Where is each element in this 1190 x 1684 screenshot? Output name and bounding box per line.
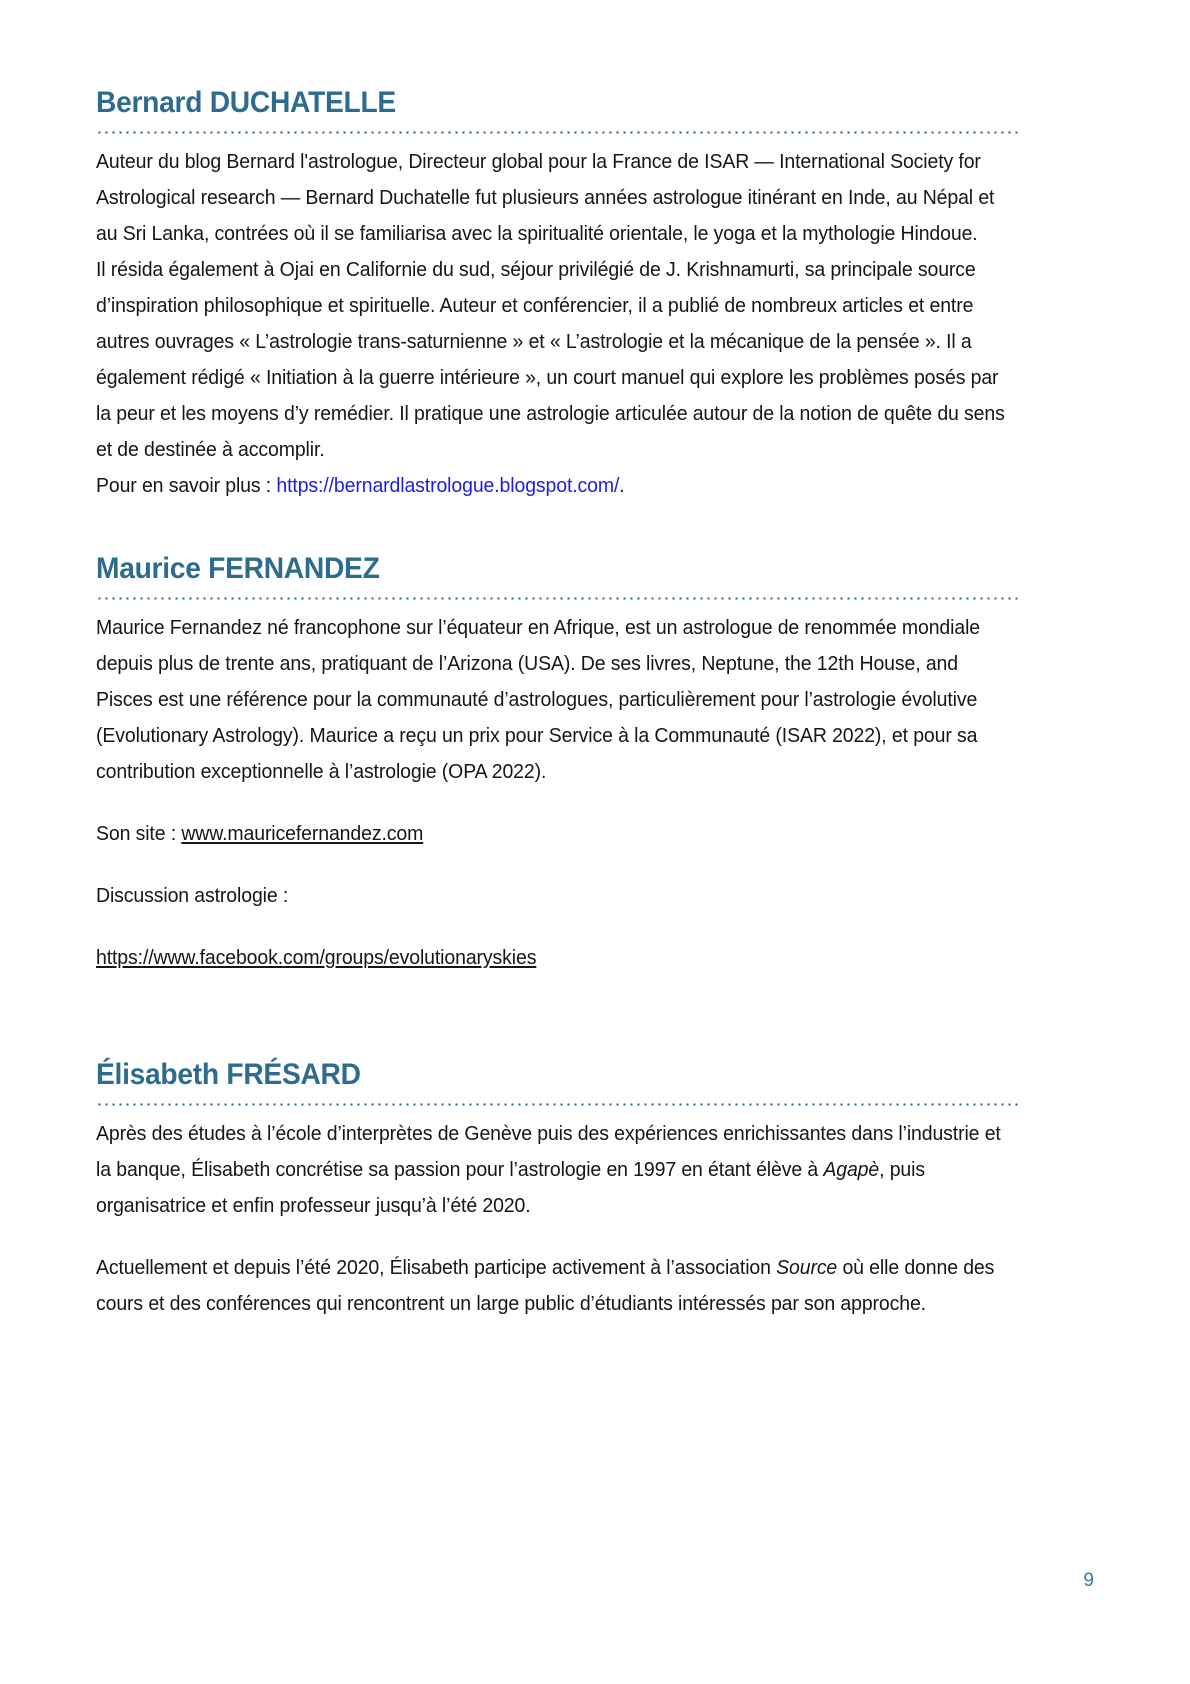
emphasis-agape: Agapè <box>823 1159 880 1181</box>
section-maurice-fernandez <box>96 550 1018 976</box>
section-title-elisabeth-fresard: Élisabeth FRÉSARD <box>96 1058 361 1091</box>
paragraph-maurice-facebook <box>96 940 1018 976</box>
section-elisabeth-fresard <box>96 1056 1018 1322</box>
link-bernard-blog[interactable]: https://bernardlastrologue.blogspot.com/ <box>276 475 620 497</box>
discussion-label: Discussion astrologie : <box>96 885 289 907</box>
site-label: Son site : <box>96 823 182 845</box>
section-divider <box>96 131 1018 134</box>
paragraph-text-part-1: Actuellement et depuis l’été 2020, Élisabeth participe activement à l’association <box>96 1257 777 1279</box>
paragraph-maurice-discussion-label <box>96 878 1018 914</box>
spacer <box>96 982 1018 1056</box>
more-info-period: . <box>619 475 625 497</box>
more-info-label: Pour en savoir plus : <box>96 475 277 497</box>
paragraph-bernard-bio-1 <box>96 144 1018 252</box>
section-bernard-duchatelle <box>96 84 1018 504</box>
paragraph-text-part-2: , puis organisatrice et enfin professeur jusqu’à l’été 2020. <box>96 1159 925 1217</box>
paragraph-text-part-2: où elle donne des cours et des conférences qui rencontrent un large public d’étudiants intéressés par son approche. <box>96 1257 995 1315</box>
paragraph-bernard-bio-2 <box>96 252 1018 468</box>
section-title-bernard-duchatelle: Bernard DUCHATELLE <box>96 86 396 119</box>
paragraph-text: Il résida également à Ojai en Californie du sud, séjour privilégié de J. Krishnamurti, sa principale source d’inspiration philosophique et spirituelle. Auteur et conférencier, il a publié de nombreux articles et entre autres ouvrages « L’astrologie trans-saturnienne » et « L’astrologie et la mécanique de la pensée ». Il a également rédigé « Initiation à la guerre intérieure », un court manuel qui explore les problèmes posés par la peur et les moyens d’y remédier. Il pratique une astrologie articulée autour de la notion de quête du sens et de destinée à accomplir. <box>96 259 1005 461</box>
link-maurice-website[interactable]: www.mauricefernandez.com <box>181 823 424 845</box>
paragraph-maurice-site <box>96 816 1018 852</box>
section-divider <box>96 597 1018 600</box>
paragraph-text-part-1: Après des études à l’école d’interprètes de Genève puis des expériences enrichissantes dans l’industrie et la banque, Élisabeth concrétise sa passion pour l’astrologie en 1997 en étant élève à <box>96 1123 1001 1181</box>
paragraph-text: Auteur du blog Bernard l'astrologue, Directeur global pour la France de ISAR — International Society for Astrological research — Bernard Duchatelle fut plusieurs années astrologue itinérant en Inde, au Népal et au Sri Lanka, contrées où il se familiarisa avec la spiritualité orientale, le yoga et la mythologie Hindoue. <box>96 151 995 245</box>
section-title-maurice-fernandez: Maurice FERNANDEZ <box>96 552 380 585</box>
paragraph-text: Maurice Fernandez né francophone sur l’équateur en Afrique, est un astrologue de renommée mondiale depuis plus de trente ans, pratiquant de l’Arizona (USA). De ses livres, Neptune, the 12th House, and Pisces est une référence pour la communauté d’astrologues, particulièrement pour l’astrologie évolutive (Evolutionary Astrology). Maurice a reçu un prix pour Service à la Communauté (ISAR 2022), et pour sa contribution exceptionnelle à l’astrologie (OPA 2022). <box>96 617 981 783</box>
page-content <box>96 84 1018 1328</box>
paragraph-elisabeth-bio-1 <box>96 1116 1018 1224</box>
section-divider <box>96 1103 1018 1106</box>
paragraph-maurice-bio <box>96 610 1018 790</box>
emphasis-source: Source <box>776 1257 838 1279</box>
spacer <box>96 510 1018 550</box>
paragraph-bernard-more-info <box>96 468 1018 504</box>
link-maurice-facebook-group[interactable]: https://www.facebook.com/groups/evolutionaryskies <box>96 947 537 969</box>
paragraph-elisabeth-bio-2 <box>96 1250 1018 1322</box>
page-number: 9 <box>1083 1570 1094 1591</box>
